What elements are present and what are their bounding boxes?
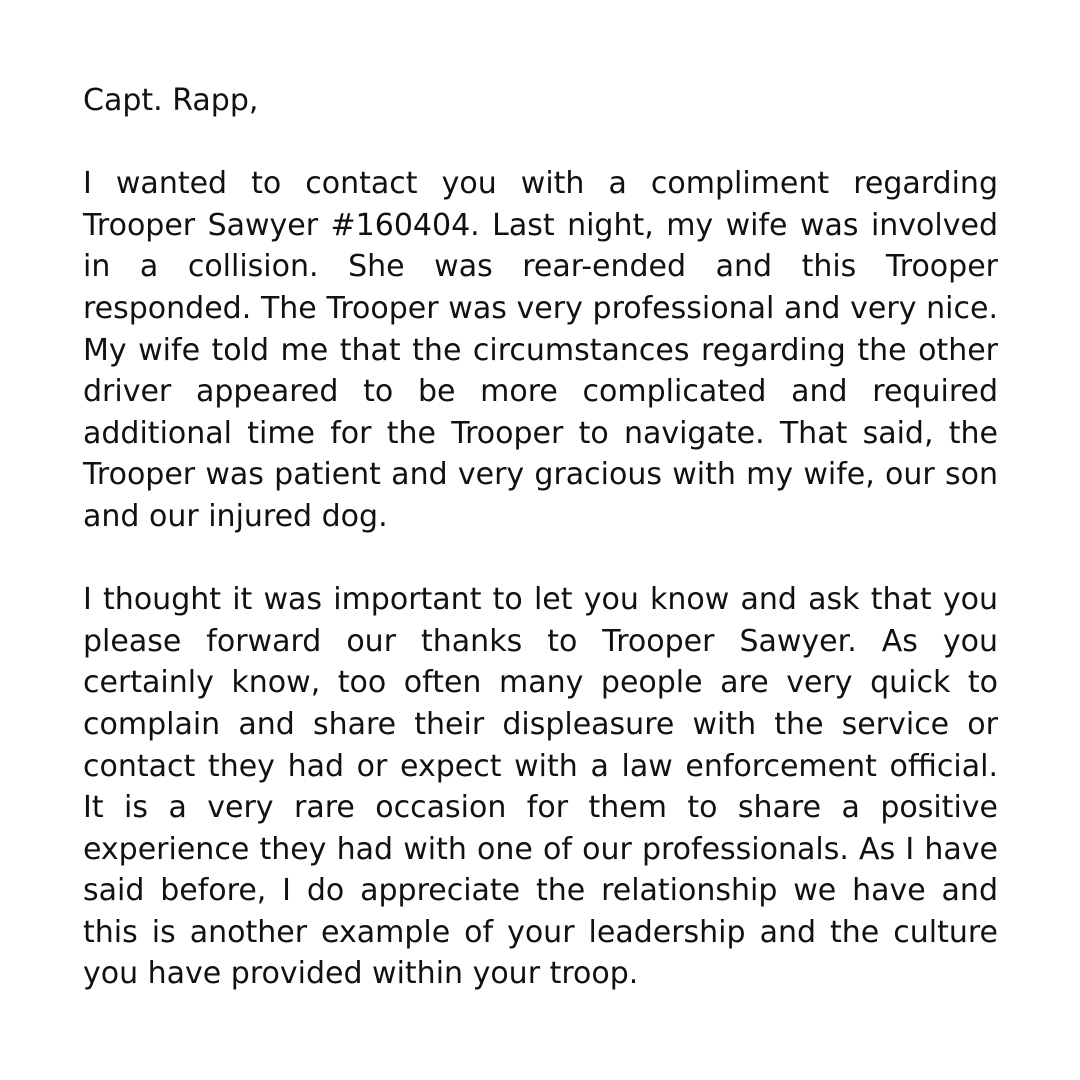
letter-paragraph-2: I thought it was important to let you know and ask that you please forward our thanks to Trooper Sawyer. As you certainly know, too often many people are very quick to complain and share their displeasure with the service or contact they had or expect with a law enforcement official. It is a very rare occasion for them to share a positive experience they had with one of our professionals. As I have said before, I do appreciate the relationship we have and this is another example of your leadership and the culture you have provided within your troop. (83, 582, 998, 992)
letter-salutation: Capt. Rapp, (83, 83, 259, 118)
letter-paragraph-1: I wanted to contact you with a compliment regarding Trooper Sawyer #160404. Last night, my wife was involved in a collision. She was rear-ended and this Trooper responded. The Trooper was very professional and very nice. My wife told me that the circumstances regarding the other driver appeared to be more complicated and required additional time for the Trooper to navigate. That said, the Trooper was patient and very gracious with my wife, our son and our injured dog. (83, 166, 998, 534)
letter-body (83, 80, 998, 995)
